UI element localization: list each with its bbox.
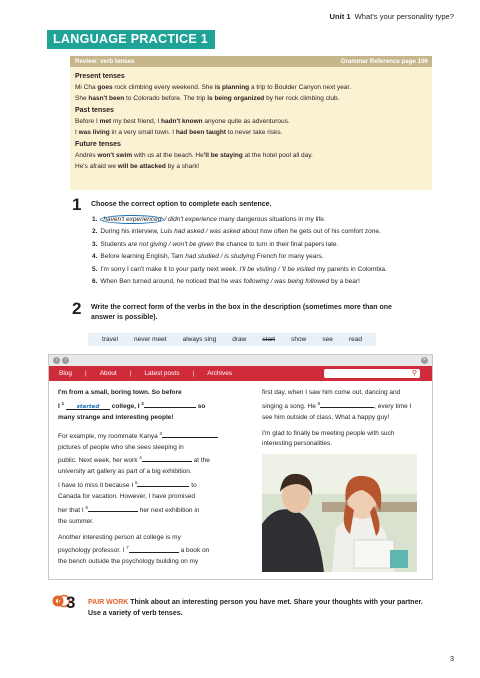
present-heading: Present tenses bbox=[75, 73, 125, 80]
nav-blog[interactable]: Blog bbox=[59, 370, 73, 377]
exercise-3-instruction: PAIR WORK Think about an interesting person you have met. Share your thoughts with your partner. Use a variety of verb tenses. bbox=[88, 599, 423, 617]
grammar-reference: Grammar Reference page 106 bbox=[340, 58, 428, 65]
forward-icon[interactable]: › bbox=[62, 357, 69, 364]
blog-nav: Blog | About | Latest posts | Archives ⚲ bbox=[49, 366, 432, 381]
answer-blank-2[interactable] bbox=[144, 400, 196, 408]
answer-blank-7[interactable] bbox=[129, 545, 179, 553]
blog-paragraph-5: I'm glad to finally be meeting people with such interesting personalities. bbox=[262, 429, 395, 448]
blog-right-column bbox=[262, 388, 432, 455]
blog-paragraph-3: Another interesting person at college is my psychology professor. I $^7$ a book on the bench outside the psychology building on my bbox=[58, 533, 210, 566]
exercise-2-instruction: Write the correct form of the verbs in the box in the description (sometimes more than one answer is possible). bbox=[91, 304, 392, 321]
exercise-1-list bbox=[92, 215, 432, 289]
close-icon[interactable]: × bbox=[422, 357, 427, 363]
selected-option-circle[interactable]: haven't experienced bbox=[100, 215, 164, 224]
blog-photo bbox=[262, 454, 417, 572]
past-heading: Past tenses bbox=[75, 107, 114, 114]
nav-latest-posts[interactable]: Latest posts bbox=[144, 370, 180, 377]
answer-blank-5[interactable] bbox=[137, 479, 189, 487]
two-women-photo-illustration bbox=[262, 454, 417, 572]
list-item: 1. haven't experienced / didn't experience many dangerous situations in my life. bbox=[92, 216, 326, 223]
word-item: travel bbox=[102, 336, 118, 343]
word-item: draw bbox=[232, 336, 247, 343]
section-title: LANGUAGE PRACTICE 1 bbox=[47, 30, 215, 49]
search-icon[interactable]: ⚲ bbox=[411, 370, 417, 377]
nav-archives[interactable]: Archives bbox=[207, 370, 233, 377]
blog-left-column bbox=[58, 388, 243, 573]
list-item: 4. Before learning English, Tam had studied / is studying French for many years. bbox=[92, 253, 324, 261]
blog-paragraph-4: first day, when I saw him come out, dancing and singing a song. He $^8$ , every time I see him outside of class. What a happy guy! bbox=[262, 389, 412, 421]
past-example-2: I was living in a very small town. I had been taught to never take risks. bbox=[75, 129, 283, 136]
past-example-1: Before I met my best friend, I hadn't known anyone quite as adventurous. bbox=[75, 118, 290, 125]
answer-blank-8[interactable] bbox=[320, 400, 374, 408]
review-header bbox=[70, 56, 432, 67]
exercise-1-number: 1 bbox=[72, 195, 82, 214]
unit-number: Unit 1 bbox=[329, 12, 351, 21]
word-item: show bbox=[291, 336, 307, 343]
exercise-3-number: 3 bbox=[66, 593, 76, 612]
back-icon[interactable]: ‹ bbox=[53, 357, 60, 364]
list-item: 5. I'm sorry I can't make it to your party next week. I'll be visiting / 'll be visited my parents in Colombia. bbox=[92, 265, 387, 273]
word-item-crossed: start bbox=[262, 336, 276, 343]
future-example-1: Andrés won't swim with us at the beach. He'll be staying at the hotel pool all day. bbox=[75, 152, 313, 159]
word-box bbox=[88, 333, 376, 346]
word-item: see bbox=[322, 336, 333, 343]
future-heading: Future tenses bbox=[75, 141, 121, 148]
browser-bar bbox=[49, 355, 432, 366]
unit-subtitle: What's your personality type? bbox=[354, 12, 454, 21]
present-example-1: Mi Cha goes rock climbing every weekend. She is planning a trip to Boulder Canyon next year. bbox=[75, 84, 352, 91]
answer-blank-4[interactable] bbox=[142, 454, 192, 462]
answer-blank-3[interactable] bbox=[162, 430, 218, 438]
blog-intro: I'm from a small, boring town. So before I $^1$ started college, I $^2$ so many strange and interesting people! bbox=[58, 389, 206, 421]
unit-header bbox=[330, 12, 454, 21]
word-item: always sing bbox=[182, 336, 217, 343]
blog-paragraph-2: For example, my roommate Kanya $^3$ pictures of people who she sees sleeping in public. Next week, her work $^4$ at the university art gallery as part of a big exhibition. I have to miss it because I $^5$ to Canada for vacation. However, I have promised her that I $^6$ her next exhibition in the summer. bbox=[58, 429, 243, 528]
pair-work-label: PAIR WORK bbox=[88, 599, 129, 606]
present-example-2: She hasn't been to Colorado before. The trip is being organized by her rock climbing club. bbox=[75, 95, 340, 102]
nav-about[interactable]: About bbox=[99, 370, 117, 377]
grammar-review-box bbox=[70, 56, 432, 190]
answer-blank-6[interactable] bbox=[88, 504, 138, 512]
list-item: 3. Students are not giving / won't be given the chance to turn in their final papers late. bbox=[92, 240, 339, 248]
exercise-1-instruction: Choose the correct option to complete each sentence. bbox=[91, 201, 272, 208]
page-number: 3 bbox=[449, 654, 454, 663]
word-item: never meet bbox=[134, 336, 167, 343]
search-input[interactable] bbox=[324, 369, 420, 378]
list-item: 2. During his interview, Luis had asked / was asked about how often he gets out of his comfort zone. bbox=[92, 228, 381, 236]
review-title: Review: verb tenses bbox=[75, 58, 135, 65]
answer-blank-1[interactable]: started bbox=[66, 402, 110, 410]
word-item: read bbox=[348, 336, 362, 343]
list-item: 6. When Ben turned around, he noticed that he was following / was being followed by a bear! bbox=[92, 277, 360, 285]
exercise-2-number: 2 bbox=[72, 299, 82, 318]
future-example-2: He's afraid we will be attacked by a shark! bbox=[75, 163, 200, 170]
